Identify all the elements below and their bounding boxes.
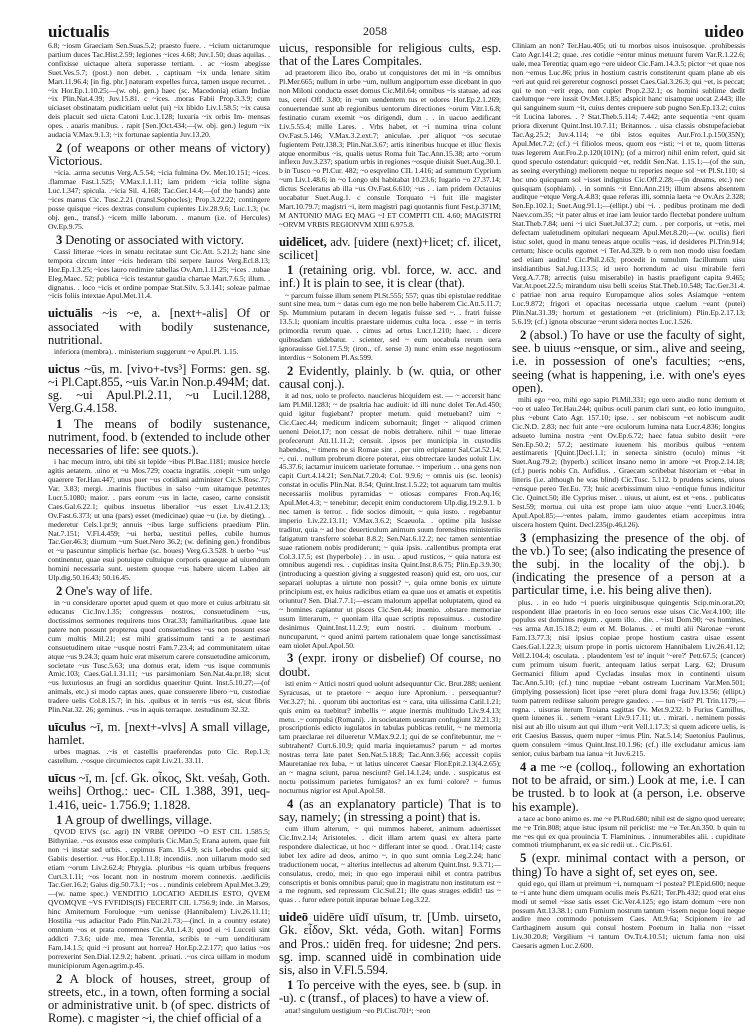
sense-definition: [48, 973, 270, 1026]
sense-text: (of weapons or other means of victory) Victorious.: [48, 140, 270, 169]
sense-number: 2: [56, 971, 63, 986]
sense-text: A group of dwellings, village.: [64, 812, 212, 827]
sense-number: 3: [520, 530, 527, 545]
dictionary-entry-head: [279, 236, 501, 262]
sense-text: One's way of life.: [65, 583, 153, 598]
sense-definition: [512, 761, 745, 814]
sense-number: 3: [56, 232, 63, 247]
headword: uideō: [279, 910, 308, 925]
sense-definition: [279, 798, 501, 824]
headword: uīculus: [48, 719, 86, 734]
citation-block: Cassi litterae ~ices in senatu recitatae sunt Cic.Att. 5.21.2; hanc sine tempora circum inter ~icis hederam tibi serpere lauros Verg.Ecl.8.13; Hor.Ep.1.3.25; ~ices lauro redimire tabellas Ov.Am.1.11.25; ~ices . .tubae Eleg.Maec. 52; publica ~icis testantur gaudia chartae Mart.7.6.5; illum. . dignatus. . loco ~icis et ordine pompae Stat.Silv. 5.3.141; soleae palmae ~icis foliis intextae Apul.Met.11.4.: [48, 246, 270, 301]
headword: uidēlicet,: [279, 234, 327, 249]
citation-block: ~ parcum fuisse illum senem Pl.St.555; 557; quas tibi epistulae redditae sunt sine mea, tum ~ datas cum ego me non belle haberem Cic.Att.5.11.7; Sp. Mummium putaram in decem legatis fuisse sed ~. . fratri fuisse 13.5.1; quoniam incultis praestare uidemus culta loca. . esse ~ in terris primordia rerum quae. . cimus ad ortus Lucr.1.210; haec. . dicere quibusdam uidebatur. . scienter, sed ~ eum uocabula rerum uera ignorauisse Gel.17.5.9; (iron., cf. sense 3) nunc enim esse negotiosum interdius ~ Solonem Pl.As.599.: [279, 290, 501, 362]
sense-definition: [279, 264, 501, 290]
sense-definition: [48, 418, 270, 458]
citation-block: a tace ac bono animo es. me ~e Pl.Rud.680; nihil est de signo quod uereare; me ~e Trin.808; atque istuc ipsum nil periclist: me ~e Ter.An.350. b quin tu me ~es qui ex qua prouincia T. Flamininus. . innumerabiles alii. . cupiditate commoti triumpharunt, ex ea sic redii ut. . Cic.Pis.61.: [512, 813, 745, 850]
entry-grammar-etymology: ~ī, m. [cf. Gk. οἶκος, Skt. veśaḥ, Goth. weihs] Orthog.: uec- CIL 1.388, 391, ueq- 1.416, ueic- 1.756.9; 1.1828.: [48, 771, 270, 812]
citation-block: Cliniam an non? Ter.Hau.405; uti tu morbos uisos inuisosque. .prohibessis Cato Agr.141.2; quae. .res cotidie ~entur minus metuunt furem Var.R.1.22.6; uale, mea Terentia; quam ego ~ere uideor Cic.Fam.14.3.5; pictor ~et quae nos non ~emus Luc.86; prius in hostium castris constiterunt quam plane ab eis ~eri aut quid rei gereretur cognosci posset Caes.Gal.3.26.3; qui ~et, is peccat; qui te non ~erit ergo, non cupiet Prop.2.32.1; os homini sublime dedit caelumque ~ere iussit Ov.Met.1.85; adspicit hanc uisamque uocat 2.443; ille qui sanguinem suum ~it, cuius dentes crepuere sub pugno Sen.Ep.13.2; cuius ~it Lucina labores. . ? Stat.Theb.5.114; 7.442; ante sequentia ~ent quam priora dixerunt Quint.Inst.10.7.11; Britannos. . uisa classis obstupefaciebat Tac.Ag.25.2; Juv.4.114; ~e tibi istos equites Aur.Fro.1.p.150(35N); Apul.Met.7.2; (cf.) ~i filiolos meos, quom eos ~isti; ~i et te, quom litteras tuas legerem Aur.Fro.2.p.120(101N); (of a mirror) nihil enim refert, quid sit quod speculo ostendatur: quicquid ~et, reddit Sen.Nat. 1.15.1;—(of the sun, as seeing everything) meliorem neque tu reperies neque sol ~et Pl.St.110; si hoc uno quicquam sol ~isset indignius Cic.Off.2.28;—(in dreams, etc.) nec quisquam (sophiam). . in somnis ~it Enn.Ann.219; illum absens absentem auditque ~etque Verg.A.4.83; quae referas illi, somnia laeta ~e Ov.Ars 2.328; Sen.Ep.102.1; Suet.Aug.91.1;—(ellipt.) ubi ~i. . pedibus protinam me dedi Naev.com.35; ~it pater altus et irae iam leuior tardo flectebat pondere uultum Stat.Theb.7.84; ueni ~i uici Suet.Jul.37.2; cum. . per corporis, ut ~etis, mei defectam ualetudinem opitulari nequeam Apul.Met.8.20;—(w. oculis) fieri istuc solet, quod in manu teneas atque oculis ~eas, id desideres Pl.Trin.914; certum; hisce oculis egomet ~i Ter.Ad.329. b o rem non modo uisu foedam sed etiam auditu! Cic.Phil.2.63; procedit in tumulum facillumum uisu insidiantibus Sal.Jug.113.5; id uero horrendum ac uisu mirabile ferri Verg.A.7.78; arrectis (uisu miserabile) in hastis praefigunt capita 9.465; Var.At.poet.22.5; mirandum uisu belli sceius Stat.Theb.10.548; Tac.Ger.31.4. c patriae non arua requiro Europamque alios soles Asiamque ~entem Luc.9.872; frigori et opacitas necessaria utque caelum ~eant (putei) Plin.Nat.31.39; hortum et gestationem ~et (triclinium) Plin.Ep.2.17.13; 5.6.19; (cf.) ignota obscurae ~erunt sidera noctes Luc.1.526.: [512, 41, 745, 327]
sense-definition: [512, 532, 745, 598]
citation-block: cum illum alterum, ~ qui nummos haberet, animum aduertisset Cic.Inv.2.14; Aristoteles. . dicit illam artem quasi ex altera parte respondere dialecticae, ut hoc ~ differant inter se quod. . Orat.114; caste iubet lex adire ad deos, animo ~, in quo sunt omnia Leg.2.24; hanc traductionem uocat, ~ alterius intellectus ad alterum Quint.Inst. 9.3.71;—consulatus, credo, mei; in quo ego imperaui nihil et contra patribus conscriptis et bonis omnibus parui; quo in magistratu non institutum est ~ a me regnum, sed repressum Cic.Sul.21; ille quas strages edidit! tas ~ quas . . furor edere potuit inpurae beluae Leg.3.22.: [279, 824, 501, 905]
sense-number: 1: [287, 263, 294, 278]
sense-definition: [279, 42, 501, 68]
sense-text: The means of bodily sustenance, nutriment, food. b (extended to include other necessaries of life: see quots.).: [48, 416, 270, 458]
entry-grammar-etymology: ~ī, m. [next+-vlvs] A small village, hamlet.: [48, 719, 270, 748]
citation-block: 6.8; ~iosm Graeciam Sen.Suas.5.2; praesto fuere. . ~icium uictarumque partium duces Tac.Hist.2.59; legiones ~ices 4.68; Juv.1.50; duas aquilas. . confixisse uictaque altera superasse tertiam. . ac ~iosm abegisse Suet.Ves.5.7; (post.) non debet. . captiuam ~ix unda lenare sitim Mart.11.96.4; [in fig. phr.] naturam expelles furca, tamen usque recurret. . ~ix Hor.Ep.1.10.25;—(w. obj. gen.) haec (sc. Macedonia) etiam Indiae ~ix Plin.Nat.4.39; Juv.15.81. c ~ices. .moras Fabii Prop.3.3.9; cum uiciaset obstinatam pudicitiam uelut (ui) ~ix libido Liv.1.58.5; ~ix causa deis placuit sed uicta Catoni Luc.1.128; luxuria ~ix orbis Im- mensas opes. . auaris manibus. . rapit [Sen.]Oct.434;—(w. obj. gen.) legum ~ix audacia V.Max.9.1.3; ~ix fortunae sapientia Juv.13.20.: [48, 41, 270, 140]
sense-number: 5: [520, 851, 527, 866]
sense-number: 2: [56, 583, 63, 598]
sense-definition: [512, 852, 745, 878]
sense-number: 1: [287, 978, 294, 993]
sense-definition: [48, 142, 270, 168]
entry-grammar-etymology: adv. [uidere (next)+licet; cf. ilicet, scilicet]: [279, 234, 501, 262]
sense-number: 1: [56, 416, 63, 431]
sense-text: (emphasizing the presence of the obj. of the vb.) To see; (also indicating the presence of the subj. in the locality of the obj.). b (indicating the presence of a person at a particular time, i.e. his being alive then).: [512, 530, 745, 598]
left-guideword: uictualis: [48, 22, 110, 41]
sense-text: (as an explanatory particle) That is to say, namely; (in stressing a point) that is.: [279, 796, 501, 824]
headword: uictus: [48, 361, 80, 376]
sense-text: (expr. minimal contact with a person, or thing) To have a sight of, set eyes on, see.: [512, 851, 745, 879]
citation-block: plus. . in eo ludo ~i pueris uirginibusque quingentis Scip.min.orat.20; respondent illae praetoris in eo loco seruos esse uisos Cic.Ver.4.100; ille populus est dominus regum. . quem illo. . die. . ~isti Dom.90; ~es homines, ~es arma Att.15.18.2; eum et M. Bolanus. . et multi alii Naronae ~erunt Fam.13.77.3; nisi ipsius copiae prope hostium castra uisae essent Caes.Gal.1.22.3; uisum prope in portis uictorem Hannibalem Liv.26.41.12; Vell.2.104.4; osculata. . plaudentem 'est te' inquit '~ere?' Petr.67.5; (cancer) cum primum uisum fuerit, antequam latius serpat Larg. 62; Drusum Germanici filium apud Cycladas insulas mox in continenti uisum Tac.Ann.5.10; (cf.) tunc nuptiae ~ebant ostream Lucrinam Var.Men.501; (implying possession) licet ipse ~eret plura domi fraga Juv.13.56; (ellipt.) tuom patrem rediisse saluom peregre gaudeo. . — tun ~isti? Pl. Trin.1179;—regna. . uisuras iterum Troiana sagittas Ov. Met.9.232. b Furius Camillus, quem iuuenes ii. . senem ~erant Liv.9.17.11; ut. . mirari. . neminem possis nisi aut ab illo uisum aut qui illum ~erit Vell.1.17.3; si quem adicere uelis, is erit Caesius Bassus, quem nuper ~imus Plin. Nat.5.14; Suetonius Paulinus, quem consulem ~imus Quint.Inst.10.1.96; (cf.) ille excludatur amicus iam senior, cuius barbam tua ianua ~it Juv.6.215.: [512, 597, 745, 759]
sense-text: Denoting or associated with victory.: [65, 232, 244, 247]
entry-grammar-etymology: uidēre uīdī uīsum, tr. [Umb. uirseto, Gk. εἶδον, Skt. véda, Goth. witan] Forms and Pros.: uidēn freq. for uidesne; 2nd pers. sg. imp. scanned uidě in combination uide sis, also in V.Fl.5.594.: [279, 910, 501, 978]
citation-block: ~icia. .arma secutus Verg.A.5.54; ~icia fulmina Ov. Met.10.151; ~ices. .flammae Fast.1.525; V.Max.1.1.11; iam pridem ~icia tollite signa Luc.1.347; spicula. .~icia Sil. 4.168; Tac.Ger.14.4;—(of the hands) ante ~ices manus Cic. Tusc.2.21 (transl.Sophocles); Prop.3.22.22; contingere posse quisque ~ices dextras consulum cupientes Liv.28.9.6; Luc.1.3; (w. obj. gen., transf.) ~icem mille laborum. . manum (i.e. of Hercules) Ov.Ep.9.75.: [48, 168, 270, 231]
sense-definition: [279, 365, 501, 391]
sense-number: 4 a: [520, 759, 537, 774]
headword: uictuālis: [48, 306, 93, 321]
citation-block: in ~u considerare oportet apud quem et quo more et cuius arbitratu sit educatus Cic.Inv.1.35; congressus nostros, consuetudinem ~us, doctissimos sermones requirens tuos Orat.33; familiaritatibus. .quae late patere non possunt propterea quod consuetudines ~us non possunt esse cum multis Mil.21; est mihi gratissimum tanti a te aestimari consuetudinem uitae ~usque nostri Fam.7.23.4; ad communitatem uitae atque ~us 9.24.3; quam huic erat miserum carere consuetudine amicorum, societate ~us Tusc.5.63; una domus erat, idem ~us isque communis Amic.103; Caes.Gal.1.31.11; ~us parsimoniam Sen.Nat.4a.pr.18; sicut ~us luxuriosus an frugi an sordidus quaeritur Quint. Inst.5.10.27;—(of animals, etc.) si modo captas aues, quae consuerere libero ~u, custodiae tradere uelis Col.8.15.7; in his. .quibus et in terris ~us est, sicut fibris Plin.Nat.32. 26; geminus. .~us in aquis terraque. .testudinum 32.32.: [48, 598, 270, 715]
page-number: 2058: [363, 24, 387, 38]
citation-block: i hac mecum intro, ubi tibi sit lepide ~ibus Pl.Bac.1181; musice hercle agitis aetatem. .uino et ~u Mos.729; coacta ingratiis. .coepit ~um uolgo quaerere Ter.Hau.447; unus puer ~us cotidiani administer Cic.S.Rosc.77; Var. 3.83; mergi. .marinis fluctibus in salso ~um uitamque petentes Lucr.5.1080; maior. . pars eorum ~us in lacte, caseo, carne consistit Caes.Gal.6.22.1; quibus insuetus liberalior ~us esset Liv.41.2.13; Ov.Fast.6.373; ut una (pars) esset (medicinae) quae ~u (i.e. by dieting). . mederetur Cels.1.pr.9; annuis ~ibus large sufficiens praedium Plin. Nat.7.151; V.Fl.4.459; ~ui herba, uestitui pelles, cubile humus Tac.Ger.46.3; diurnum ~um Suet.Nero 36.2; (w. defining gen.) frondibus et ~u pascuntur simplicis herbae (sc. boues) Verg.G.3.528. b uerbo '~us' continentur, quae esui potuique cultuique corporis quaeque ad uiuendum homini necessaria sunt. uestem quoque ~us habere uicem Labeo ait Ulp.dig.50.16.43; 50.16.45.: [48, 457, 270, 583]
entry-grammar-etymology: ~is ~e, a. [next+-alis] Of or associated with bodily sustenance, nutritional.: [48, 306, 270, 347]
sense-text: To perceive with the eyes, see. b (sup. in -u). c (transf., of places) to have a view of.: [279, 978, 502, 1006]
sense-number: 1: [56, 812, 63, 827]
sense-text: Evidently, plainly. b (w. quia, or other causal conj.).: [279, 363, 501, 391]
sense-definition: [48, 585, 270, 598]
dictionary-entry-head: [48, 307, 270, 347]
citation-block: mihi ego ~eo, mihi ego sapio Pl.Mil.331; ego uero audio nunc demum et ~eo et ualeo Ter.Hau.244; quibus oculi parum clari sunt, eo lotio inunguito, plus ~ebunt Cato Agr. 157.10; ipse. . ser nobiscum ~et nobiscum audit Cic.N.D. 2.83; nec fuit ante ~ere oculorum lumina nata Lucr.4.836; longius adsueto lumina nostra ~ent Ov.Ep.6.72; haec fatua subito desiit ~ere Sen.Ep.50.2; 57.2; aestimate iuuenem his moribus quibus ~entem aestimaretis [Quint.]Decl.1.1; in senecta sinistro (oculo) minus ~it Suet.Aug.79.2; (hyperb.) scilicet insano nemo in amore ~et Prop.2.14.18; (cf.) pueris nobis Cn. Aufidius. . Graecam scribebat historiam et ~ebat in litteris (i.e. although he was blind) Cic.Tusc. 5.112. b prudens sciens, uiuos ~ensque pereo Ter.Eu. 73; huic acerbissimum uiuo ~entique funus indicitur Cic. Quinct.50; ille Cyprius miser. . uiuus, ut aiunt, est et ~ens. . publicatus Sest.59; mortua cui uita est prope iam uiuo atque ~enti Lucr.3.1046; Apul.Apol.85;—~entes palam, immo gaudentes etiam accepimus intra uiscera hostem Quint. Decl.235(p.46,l.26).: [512, 395, 745, 529]
sense-number: 2: [287, 363, 294, 378]
citation-block: QVOD EIVS (sc. agri) IN VRBE OPPIDO ~O EST CIL 1.585.5; Bithyniae. .~os exustos esse compluris Cic.Man.5; Erana autem, quae fuit non ~i instar sed urbis. . cepimus Fam. 15.4.9; scis Lebedus quid sit; Gabiis desertior. .~us Hor.Ep.1.11.8; incendiis. .non uillarum modo sed etiam ~orum Liv.2.62.4; Phrygia. .pluribus ~is quam urbibus frequens Curt.3.1.11; ~os locant non in nostrum morem connexis. .aedificiis Tac.Ger.16.2; Gaius dig.50.73.1; ~os . . nundinis celebrem Apul.Met.3.29;—(w. name spec.) VENDITIO LOCATIO AEDILIS ESTO, QVEM QVOMQVE ~VS FVFIDIS(IS) FECERIT CIL 1.756.9; inde. .in Marsos, hinc Amiternum Foruloque ~um uenisse (Hannibalem) Liv.26.11.11; Hostilia ~us adiacitur Pado Plin.Nat.21.73;—(incl. in a country estate) omnium ~os et prata contemnes Cic.Att.1.4.3; quod ei ~i Lucceii sint addicti 7.3.6; uide me, mea Terentia, scribis te ~um uenditiuram Fam.14.1.5; quid ~i prosunt aut horrea? Hor.Ep.2.2.177; quo latius ~os porrexerint Sen.Dial.12.9.2; habent. .priuati. .~os circa uillam in modum municipiorum Agen.agrim.p.45.: [48, 827, 270, 970]
right-guideword: uideo: [704, 22, 744, 41]
page-header: [0, 22, 750, 42]
citation-block: inferiora (membra). . ministerium suggerunt ~e Apul.Pl. 1.15.: [54, 346, 239, 356]
column-1: [48, 42, 270, 1026]
citation-block: ad praetorem ilico ibo, orabo ut conquistores det mi in ~is omnibus Pl.Mer.665; nullum in urbe ~um, nullum angiportum esse dicebant in quo non Miloni conducta esset domus Cic.Mil.64; omnibus ~is statuae, ad eas tus, cerei Off. 3.80; in ~um uendentem tus et odores Hor.Ep.2.1.269; conuertendae sunt ab regionibus uentorum directiones ~orum Vitr.1.6.8; festinatio curam exemit ~os dirigendi, dum . . in uacuo aedificant Liv.5.55.4; mille Lares. . Vrbs habet, et ~i numina trina colunt Ov.Fast.5.146; V.Max.3.2.ext.7; aniculae. .per aliquot ~os secutae fugientem Petr.138.3; Plin.Nat.3.67; artis itineribus hucque et illuc flexis atque enormibus ~is, qualis uetus Roma fuit Tac.Ann.15.38; arto ~orum inflexu Juv.3.237; spatium urbis in regiones ~osque diuisit Suet.Aug.30.1. b in Tusco ~o Pl.Cur. 482; ~o esqvelino CIL 1.416; ad summum Cyprium ~um Liv.1.48.6; in ~o Longo ubi habitabat 10.23.6; Iugario ~o 27.37.14; dictus Sceleratus ab illa ~us Ov.Fast.6.610; ~us . . iam pridem Octauius uocabatur Suet.Aug.1. c consule Torquato ~i fuit ille magister Mart.10.79.7; magistri ~i, item magistri pagi quotannis fiunt Fest.p.371M; M ANTONIO MAG EQ MAG ~I ET COMPITI CIL 4.60; MAGISTRI ~ORVM VRBIS REGIONVM XIIII 6.975.8.: [279, 68, 501, 229]
headword: uīcus: [48, 771, 76, 786]
sense-definition: [279, 979, 501, 1005]
sense-definition: [279, 652, 501, 678]
sense-definition: [48, 814, 270, 827]
entry-grammar-etymology: ~ūs, m. [vivo+-tvs³] Forms: gen. sg. ~i Pl.Capt.855, ~uis Var.in Non.p.494M; dat. sg. ~ui Apul.Pl.2.11, ~u Lucil.1288, Verg.G.4.158.: [48, 361, 270, 416]
citation-block: urbes magnas. .~is et castellis praeferendas puto Cic. Rep.1.3; castellum. .~osque circumiectos capit Liv.21. 33.11.: [48, 747, 270, 766]
sense-number: 2: [520, 328, 527, 342]
dictionary-entry-head: [48, 721, 270, 747]
citation-block: it ad nos, uolo te profecto. nauclerus hicquidem est. — ~ accersit hanc iam Pl.Mil.1283; ~ de psaltria hac audiuit: id illi nunc dolet Ter.Ad.450; quid igitur fugiebant? propter metum. quid metuebant? uim ~ Cic.Caec.44; medicum indicem subornauit; finget ~ aliquod crimen ueneni Deiot.17; non cessat de nobis detrahere. nihil ~ tuae litterae profecerunt Att.11.11.2; censuit. .ipsos per municipia in custodiis habendos, ~ timens ne si Romae sint . .per uim eripiantur Sal.Cat.52.14; ~, cui. . nullum probrum dicere poterat, eius obtrectare laudes uoluit Liv. 45.37.6; iactamur inuicem uarietate fortunae. ~ imperium . . una gens non capit Curt.4.14.21; Sen.Nat.7.20.4; Col. 9.9.6; ~ omnis uis (sc. leonis) constat in oculis Plin.Nat. 8.54; Quint.Inst.1.5.22; tot aquarum tam multis necessariis molibus pyramidas ~ otiosas compares Fron.Aq.16; Apul.Met.4.3; ~ tenebitur; decepit enim conductorem Ulp.dig.19.2.9.1. b nec tamen is terror. . fide socios dimouit, ~ quia iusto. . regebantur imperio Liv.22.13.11; V.Max.3.6.2; Scaeuola. . optime pila lusisse traditur, quia ~ ad hoc deuerticulum animum suum forensibus ministeriis fatigatum transferre solebat 8.8.2; Sen.Nat.6.12.2; nec tamen sententiae suae rationem nobis prodiderunt; ~ quia ipsis. .callentibus prompta erat Col.3.17.5; est (hyperbole) . . in usu. . apud rusticos, ~ quia natura est omnibus augendi res. . cupiditas insita Quint.Inst.8.6.75; Plin.Ep.3.9.30; (introducing a question giving a suggested reason) quid est, oro uos, cur separari uoluptas a uirtute non possit? ~, quia omne bonis ex uirtute principium est, ex huius radicibus etiam ea quae uos et amatis et expetitis oriuntur? Sen. Dial.7.7.1;—escam malorum appellat uoluptatem, quod ea ~ homines capiantur ut pisces Cic.Sen.44; inuenio. .obstare memoriae usum litterarum, ~ quoniam illa quae scriptis reposuimus. . custodire desinimus Quint.Inst.11.2.9; eum nostri. . diuinum morbum. . nuncuparunt, ~ quod animi partem rationalem quae longe sanctissimast eam uiolet Apul.Apol.50.: [279, 391, 501, 650]
dictionary-entry-head: [48, 772, 270, 812]
dictionary-entry-head: [48, 363, 270, 416]
sense-text: me ~e (colloq., following an exhortation not to be afraid, or sim.) Look at me, i.e. I can be trusted. b to look at (a person, i.e. observe his example).: [512, 759, 745, 814]
sense-definition: [512, 329, 745, 395]
sense-text: A block of houses, street, group of streets, etc., in a town, often forming a social or administrative unit. b (of spec. districts of Rome). c magister ~i, the chief official of a: [48, 971, 270, 1026]
sense-text: uicus, responsible for religious cults, esp. that of the Lares Compitales.: [279, 41, 501, 69]
sense-definition: [48, 234, 270, 247]
sense-number: 4: [287, 796, 294, 811]
citation-block: isti enim ~ Attici nostri quod uolunt adsequuntur Cic. Brut.288; uenient Syracusas, ut te praetore ~ aequo iure Apronium. . persequantur? Ver.3.27; hi. . quorum tibi auctoritas est ~ cara, uita uilissima Catil.1.21; quis enim ea tuebitur? imbellis ~ atque inermis multitudo Liv.9.4.13; metu. .~ compulsi (Romani). . in societatem uestram confugiunt 32.21.31; proscriptionis edicto iugulatos in tabulas publicas retulit, ~ ne memoria tam praeclarae rei dilueretur V.Max.9.2.1; qui de se confitebuntur, me ~ subtrahent? Curt.6.10.9; quid maria inquietamus? parum ~ ad mortes nostras terra late patet Sen.Nat.5.18.8; Tac.Ann.3.66; accessit copiis Mauretaniae rex Iuba, ~ ut latius uinceret Caesar Flor.Epit.2.13(4.2.65); an ~ magna sciunt, parua nesciunt? Gel.14.1.24; unde. . suspicatus est noctu potissimum parietes fumigatos? an ex fumi colore? ~ fumus nocturnus nigrior est Apul.Apol.58.: [279, 678, 501, 795]
column-3: [512, 42, 745, 951]
sense-number: 2: [56, 140, 63, 155]
sense-text: (retaining orig. vbl. force, w. acc. and inf.) It is plain to see, it is clear (that).: [279, 263, 501, 291]
citation-block: attat! singulum uestigium ~eo Pl.Cist.701ᵃ; ~eon: [285, 1005, 431, 1015]
column-2: [279, 42, 501, 1016]
dictionary-entry-head: [279, 911, 501, 977]
sense-number: 3: [287, 651, 294, 666]
sense-text: (absol.) To have or use the faculty of sight, see. b uiuus ~ensque, or sim., alive and seeing, i.e. in possession of one's faculties; ~ens, seeing (what is happening, i.e. with one's eyes open).: [512, 328, 745, 395]
sense-text: (expr. irony or disbelief) Of course, no doubt.: [279, 651, 501, 679]
citation-block: quid ego, qui illam ut preimum ~i, numquam ~i postea? Pl.Epid.600; neque te ~i ante hunc diem umquam oculis meis Ps.621; Ter.Ph.432; quod erat eius modi ut semel ~isse satis esset Cic.Ver.4.125; ego istam domum ~ere non possum Att.13.38.1; cum Furnium nostrum tantum ~issem neque loqui neque audire meo commodo potuissem Caes. Att.9.6a; Scipionem ire ad Carthaginem ausum qui consul hostem Poenum in Italia non ~isset Liv.30.20.8; Vergilium ~i tantum Ov.Tr.4.10.51; uictum fama non uisi Caesaris agmen Luc.2.600.: [512, 878, 745, 951]
